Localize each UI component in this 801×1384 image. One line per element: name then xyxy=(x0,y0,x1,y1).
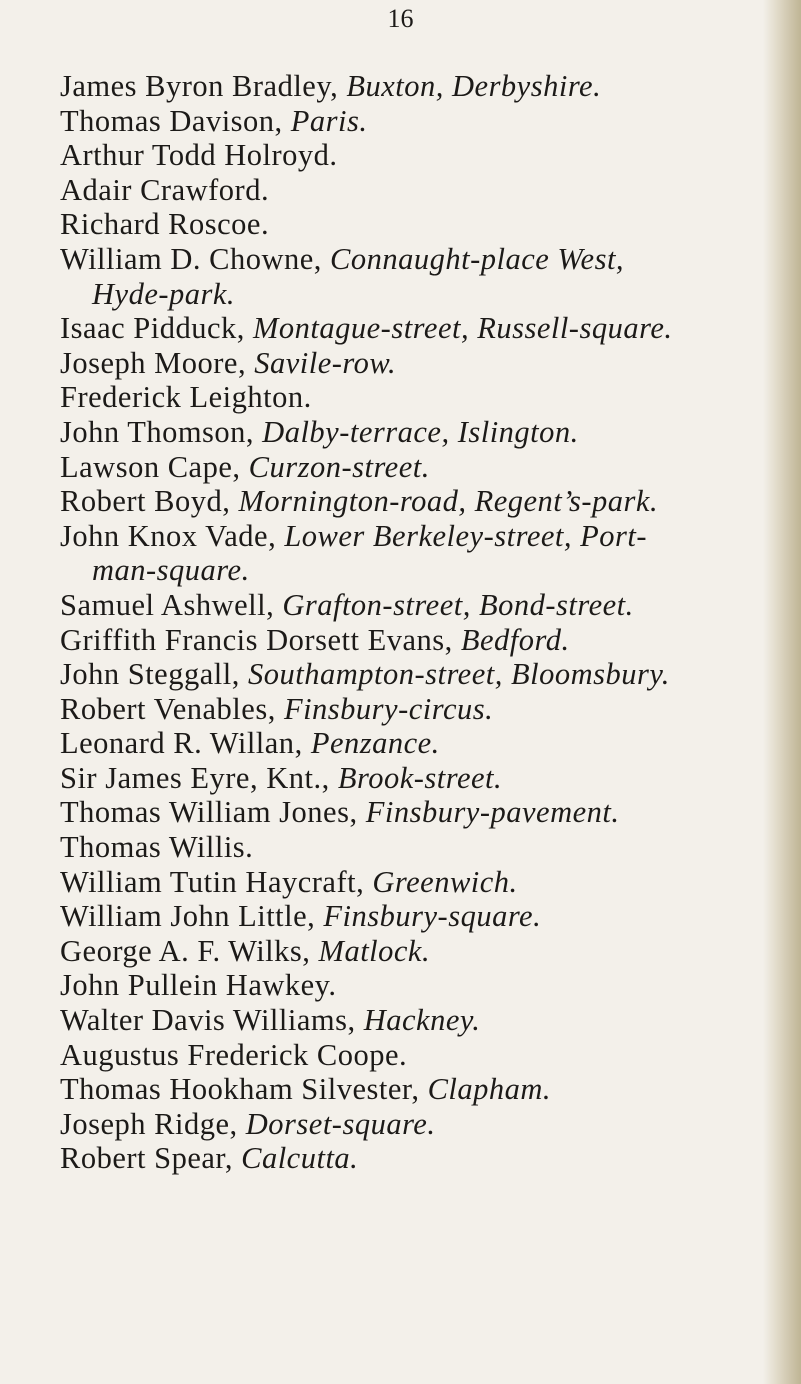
separator: , xyxy=(266,587,283,622)
list-item xyxy=(60,899,795,934)
list-item xyxy=(60,484,795,519)
list-item xyxy=(60,380,795,415)
list-item xyxy=(60,69,795,104)
separator: , xyxy=(321,760,338,795)
list-item xyxy=(60,761,795,796)
member-address: Connaught-place West, xyxy=(330,241,625,276)
list-item xyxy=(60,726,795,761)
member-name: Arthur Todd Holroyd. xyxy=(60,138,338,173)
list-item xyxy=(60,242,795,277)
member-name: Frederick Leighton. xyxy=(60,380,312,415)
member-name: William John Little xyxy=(60,899,308,934)
member-name: George A. F. Wilks xyxy=(60,933,303,968)
member-address: Buxton, Derbyshire. xyxy=(346,69,602,103)
member-name: Robert Spear xyxy=(60,1141,225,1176)
member-name: John Thomson xyxy=(60,414,246,449)
separator: , xyxy=(294,726,311,761)
member-name: Augustus Frederick Coope. xyxy=(60,1037,408,1072)
list-item xyxy=(60,830,795,865)
list-item xyxy=(60,623,795,658)
list-item xyxy=(60,173,795,208)
member-name: Adair Crawford. xyxy=(60,172,270,207)
member-name: Lawson Cape xyxy=(60,449,233,484)
list-item xyxy=(60,1038,795,1073)
list-item-continuation xyxy=(60,553,795,588)
member-address: Dorset-square. xyxy=(245,1106,436,1141)
separator: , xyxy=(267,691,284,726)
separator: , xyxy=(307,899,324,934)
separator: , xyxy=(347,1003,364,1038)
list-item xyxy=(60,1072,795,1107)
member-name: Thomas Willis. xyxy=(60,830,254,865)
list-item xyxy=(60,588,795,623)
member-address: Clapham. xyxy=(427,1072,552,1107)
list-item xyxy=(60,138,795,173)
member-address: Finsbury-square. xyxy=(323,899,542,934)
member-address: Penzance. xyxy=(310,726,440,761)
separator: , xyxy=(236,311,253,346)
member-address: Finsbury-pavement. xyxy=(365,795,620,830)
member-address: Curzon-street. xyxy=(248,449,430,484)
member-name: Joseph Moore xyxy=(60,345,238,380)
list-item xyxy=(60,104,795,139)
member-address: Calcutta. xyxy=(241,1141,359,1176)
member-name: Isaac Pidduck xyxy=(60,311,237,346)
list-item xyxy=(60,1003,795,1038)
member-address: Bedford. xyxy=(460,622,570,657)
list-item xyxy=(60,311,795,346)
member-address: Savile-row. xyxy=(254,345,397,380)
separator: , xyxy=(245,414,263,449)
member-name: Sir James Eyre, Knt. xyxy=(60,760,322,795)
separator: , xyxy=(232,449,249,484)
separator: , xyxy=(224,1141,242,1176)
list-item xyxy=(60,865,795,900)
member-name: John Steggall xyxy=(60,657,232,692)
member-name: Robert Venables xyxy=(60,691,268,726)
member-name: Walter Davis Williams xyxy=(60,1003,348,1038)
member-address: Montague-street, Russell-square. xyxy=(253,311,673,346)
list-item xyxy=(60,1107,795,1142)
member-name: James Byron Bradley xyxy=(60,69,331,103)
separator: , xyxy=(349,795,366,830)
member-name: William Tutin Haycraft xyxy=(60,864,357,899)
member-name: Leonard R. Willan xyxy=(60,726,295,761)
list-item xyxy=(60,450,795,485)
list-item xyxy=(60,519,795,554)
list-item xyxy=(60,968,795,1003)
member-name: Samuel Ashwell xyxy=(60,587,267,622)
page-number: 16 xyxy=(387,4,414,33)
list-item xyxy=(60,415,795,450)
separator: , xyxy=(313,241,331,276)
list-item xyxy=(60,657,795,692)
member-address: Brook-street. xyxy=(337,760,503,795)
member-address: Grafton-street, Bond-street. xyxy=(282,587,634,622)
separator: , xyxy=(444,622,461,657)
member-name: Griffith Francis Dorsett Evans xyxy=(60,622,445,657)
separator: , xyxy=(222,484,239,519)
member-name: Joseph Ridge xyxy=(60,1106,230,1141)
member-name: John Knox Vade xyxy=(60,518,269,553)
member-address: Southampton-street, Bloomsbury. xyxy=(247,657,670,692)
separator: , xyxy=(356,864,373,899)
member-name: Robert Boyd xyxy=(60,484,223,519)
member-address: Finsbury-circus. xyxy=(283,691,494,726)
list-item xyxy=(60,795,795,830)
member-address: Matlock. xyxy=(318,933,431,968)
separator: , xyxy=(274,103,291,138)
member-address: Hackney. xyxy=(363,1003,481,1038)
member-address: Mornington-road, Regent’s-park. xyxy=(238,484,659,519)
member-name: Thomas Hookham Silvester xyxy=(60,1072,412,1107)
list-item xyxy=(60,1141,795,1176)
separator: , xyxy=(237,345,255,380)
separator: , xyxy=(268,518,285,553)
separator: , xyxy=(231,657,248,692)
separator: , xyxy=(229,1106,246,1141)
member-address: Lower Berkeley-street, Port- xyxy=(284,518,647,553)
list-item xyxy=(60,207,795,242)
member-address: Dalby-terrace, Islington. xyxy=(262,414,579,449)
member-address: Greenwich. xyxy=(372,864,518,899)
member-name: Thomas William Jones xyxy=(60,795,350,830)
list-item xyxy=(60,692,795,727)
member-name: Richard Roscoe. xyxy=(60,207,270,242)
member-address: man-square. xyxy=(92,553,250,588)
separator: , xyxy=(302,933,319,968)
list-item-continuation xyxy=(60,277,795,312)
member-list xyxy=(60,69,795,1176)
member-name: William D. Chowne xyxy=(60,241,314,276)
member-address: Paris. xyxy=(290,103,368,138)
list-item xyxy=(60,934,795,969)
list-item xyxy=(60,346,795,381)
separator: , xyxy=(411,1072,428,1107)
member-name: Thomas Davison xyxy=(60,103,275,138)
separator: , xyxy=(330,69,347,103)
member-address: Hyde-park. xyxy=(92,276,236,311)
member-name: John Pullein Hawkey. xyxy=(60,968,337,1003)
